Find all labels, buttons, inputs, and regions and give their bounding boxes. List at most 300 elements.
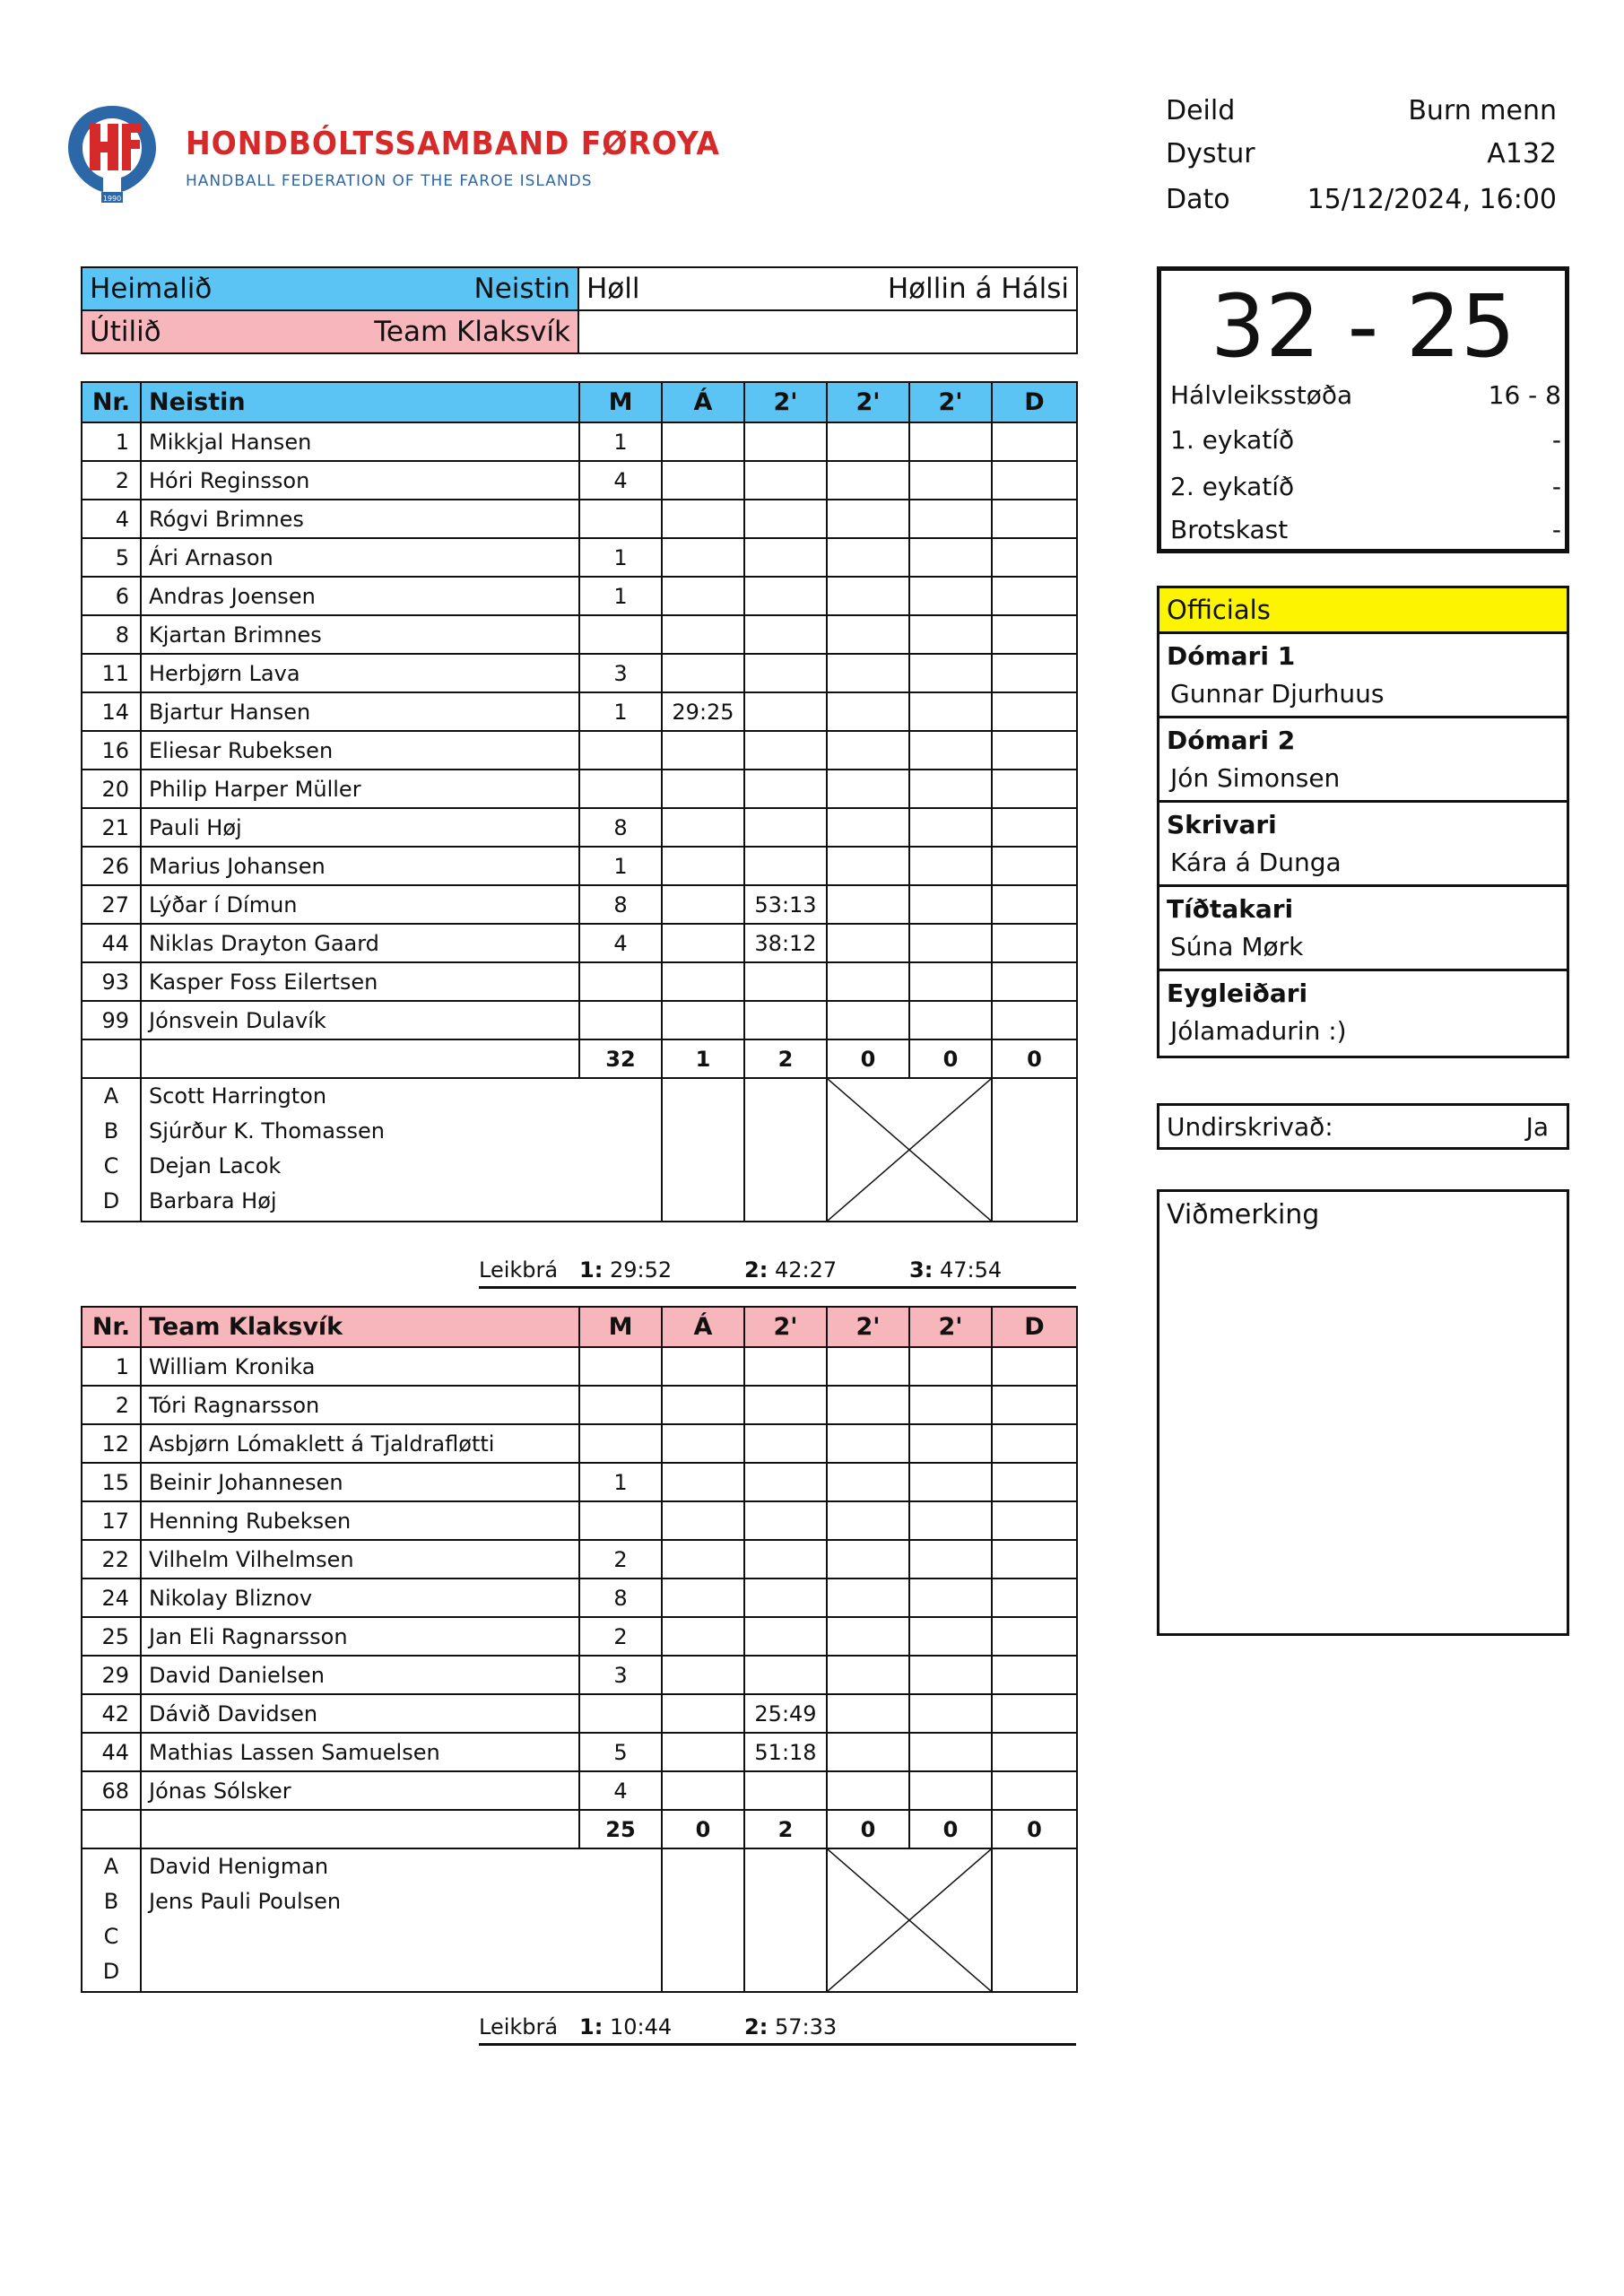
suspension-2 xyxy=(827,924,909,962)
table-row xyxy=(82,1386,1077,1424)
table-row xyxy=(82,885,1077,924)
warning xyxy=(662,577,744,615)
col-2min-1: 2' xyxy=(744,1307,827,1347)
signature-box xyxy=(1157,1103,1569,1150)
disqualification xyxy=(992,1617,1077,1656)
table-row xyxy=(82,422,1077,461)
deild-value: Burn menn xyxy=(1408,94,1557,126)
away-label: Útilið xyxy=(90,316,161,348)
goals xyxy=(579,962,662,1001)
player-number: 68 xyxy=(82,1771,141,1810)
official-person: Jólamadurin :) xyxy=(1170,1016,1347,1046)
official-letter: D xyxy=(102,1959,120,1984)
player-name: Tóri Ragnarsson xyxy=(141,1386,579,1424)
away-team-cell xyxy=(82,310,578,353)
player-number: 6 xyxy=(82,577,141,615)
suspension-2 xyxy=(827,1463,909,1501)
suspension-3 xyxy=(909,1386,992,1424)
col-a: Á xyxy=(662,1307,744,1347)
suspension-2 xyxy=(827,962,909,1001)
goals xyxy=(579,731,662,770)
col-2min-3: 2' xyxy=(909,382,992,422)
suspension-2 xyxy=(827,577,909,615)
warning xyxy=(662,1656,744,1694)
suspension-3 xyxy=(909,422,992,461)
official-letter: A xyxy=(103,1083,119,1109)
disqualification xyxy=(992,962,1077,1001)
official-name: Scott Harrington xyxy=(149,1083,327,1109)
suspension-1 xyxy=(744,1771,827,1810)
goals: 2 xyxy=(579,1617,662,1656)
suspension-2 xyxy=(827,1656,909,1694)
suspension-3 xyxy=(909,847,992,885)
away-officials-row xyxy=(82,1848,1077,1992)
table-row xyxy=(82,615,1077,654)
goals: 4 xyxy=(579,924,662,962)
suspension-2 xyxy=(827,538,909,577)
home-totals-row xyxy=(82,1039,1077,1078)
disqualification xyxy=(992,1540,1077,1578)
away-timeouts xyxy=(479,2005,1076,2046)
player-name: Hóri Reginsson xyxy=(141,461,579,500)
warning xyxy=(662,731,744,770)
warning xyxy=(662,1501,744,1540)
warning: 29:25 xyxy=(662,692,744,731)
official-entry xyxy=(1159,803,1567,887)
suspension-3 xyxy=(909,731,992,770)
disqualification xyxy=(992,808,1077,847)
player-name: Jónas Sólsker xyxy=(141,1771,579,1810)
player-name: Kasper Foss Eilertsen xyxy=(141,962,579,1001)
player-name: Jan Eli Ragnarsson xyxy=(141,1617,579,1656)
suspension-3 xyxy=(909,1694,992,1733)
suspension-2 xyxy=(827,1001,909,1039)
disqualification xyxy=(992,654,1077,692)
suspension-2 xyxy=(827,1540,909,1578)
table-row xyxy=(82,1694,1077,1733)
federation-subtitle: HANDBALL FEDERATION OF THE FAROE ISLANDS xyxy=(186,172,593,190)
empty-cell xyxy=(578,310,1077,353)
player-number: 1 xyxy=(82,422,141,461)
suspension-3 xyxy=(909,962,992,1001)
suspension-2 xyxy=(827,1771,909,1810)
player-name: Lýðar í Dímun xyxy=(141,885,579,924)
home-total-m: 32 xyxy=(579,1039,662,1078)
table-row xyxy=(82,1617,1077,1656)
player-number: 11 xyxy=(82,654,141,692)
suspension-1 xyxy=(744,538,827,577)
table-row xyxy=(82,461,1077,500)
official-person: Súna Mørk xyxy=(1170,932,1304,961)
warning xyxy=(662,538,744,577)
home-official-a xyxy=(662,1078,744,1222)
timeout-2-label: 2: xyxy=(744,1257,769,1283)
col-nr: Nr. xyxy=(82,1307,141,1347)
warning xyxy=(662,962,744,1001)
suspension-3 xyxy=(909,1501,992,1540)
table-row xyxy=(82,924,1077,962)
home-total-2min-3: 0 xyxy=(909,1039,992,1078)
suspension-2 xyxy=(827,1501,909,1540)
suspension-1 xyxy=(744,422,827,461)
warning xyxy=(662,1001,744,1039)
official-letter: C xyxy=(103,1924,119,1949)
home-name: Neistin xyxy=(473,273,570,305)
player-name: Dávið Davidsen xyxy=(141,1694,579,1733)
suspension-3 xyxy=(909,692,992,731)
home-officials-crossed-cell xyxy=(827,1078,992,1222)
cross-icon xyxy=(828,1849,991,1991)
timeout-2-label: 2: xyxy=(744,2014,769,2039)
suspension-1 xyxy=(744,1501,827,1540)
player-name: Ári Arnason xyxy=(141,538,579,577)
official-name: David Henigman xyxy=(149,1854,329,1879)
official-role: Dómari 2 xyxy=(1167,726,1296,755)
suspension-3 xyxy=(909,808,992,847)
home-label: Heimalið xyxy=(90,273,213,305)
final-score: 32 - 25 xyxy=(1211,276,1515,377)
timeout-label: Leikbrá xyxy=(479,2014,559,2039)
col-2min-1: 2' xyxy=(744,382,827,422)
col-2min-2: 2' xyxy=(827,382,909,422)
table-row xyxy=(82,500,1077,538)
away-official-a xyxy=(662,1848,744,1992)
suspension-1 xyxy=(744,1424,827,1463)
col-m: M xyxy=(579,382,662,422)
totals-empty-nr xyxy=(82,1810,141,1848)
home-player-table xyxy=(81,381,1078,1222)
goals xyxy=(579,500,662,538)
goals: 1 xyxy=(579,577,662,615)
score-row-extra-2 xyxy=(1170,472,1561,501)
away-official-2min xyxy=(744,1848,827,1992)
score-row-value: - xyxy=(1551,515,1561,544)
home-official-names xyxy=(141,1078,662,1222)
warning xyxy=(662,422,744,461)
suspension-3 xyxy=(909,1771,992,1810)
score-row-label: 1. eykatíð xyxy=(1170,425,1295,455)
home-team-cell xyxy=(82,267,578,310)
official-name: Sjúrður K. Thomassen xyxy=(149,1118,385,1144)
away-official-d xyxy=(992,1848,1077,1992)
suspension-2 xyxy=(827,1617,909,1656)
goals: 2 xyxy=(579,1540,662,1578)
goals xyxy=(579,1386,662,1424)
goals xyxy=(579,1347,662,1386)
goals: 3 xyxy=(579,1656,662,1694)
suspension-3 xyxy=(909,615,992,654)
federation-name: HONDBÓLTSSAMBAND FØROYA xyxy=(186,126,721,162)
col-2min-2: 2' xyxy=(827,1307,909,1347)
dystur-value: A132 xyxy=(1487,137,1557,170)
disqualification xyxy=(992,422,1077,461)
away-officials-crossed-cell xyxy=(827,1848,992,1992)
goals xyxy=(579,770,662,808)
player-number: 21 xyxy=(82,808,141,847)
away-totals-row xyxy=(82,1810,1077,1848)
player-number: 1 xyxy=(82,1347,141,1386)
home-timeouts xyxy=(479,1248,1076,1289)
timeout-1-value: 10:44 xyxy=(609,2014,673,2039)
player-name: Eliesar Rubeksen xyxy=(141,731,579,770)
table-row xyxy=(82,847,1077,885)
goals: 1 xyxy=(579,692,662,731)
suspension-1 xyxy=(744,692,827,731)
remarks-box xyxy=(1157,1189,1569,1636)
timeout-2-value: 57:33 xyxy=(774,2014,838,2039)
suspension-3 xyxy=(909,1656,992,1694)
suspension-2 xyxy=(827,1424,909,1463)
meta-dato xyxy=(1166,177,1557,222)
official-person: Jón Simonsen xyxy=(1170,763,1341,793)
table-row xyxy=(82,1001,1077,1039)
suspension-2 xyxy=(827,500,909,538)
goals: 8 xyxy=(579,1578,662,1617)
cross-icon xyxy=(828,1079,991,1221)
away-total-d: 0 xyxy=(992,1810,1077,1848)
away-player-table xyxy=(81,1306,1078,1993)
suspension-1 xyxy=(744,500,827,538)
player-name: Rógvi Brimnes xyxy=(141,500,579,538)
player-number: 26 xyxy=(82,847,141,885)
suspension-2 xyxy=(827,808,909,847)
table-row xyxy=(82,1656,1077,1694)
suspension-1 xyxy=(744,962,827,1001)
suspension-3 xyxy=(909,1463,992,1501)
warning xyxy=(662,1386,744,1424)
suspension-3 xyxy=(909,1540,992,1578)
goals: 1 xyxy=(579,538,662,577)
suspension-1 xyxy=(744,1463,827,1501)
remarks-label: Viðmerking xyxy=(1167,1199,1320,1231)
player-name: Kjartan Brimnes xyxy=(141,615,579,654)
player-number: 24 xyxy=(82,1578,141,1617)
official-letter: D xyxy=(102,1188,120,1213)
away-name: Team Klaksvík xyxy=(374,316,570,348)
warning xyxy=(662,654,744,692)
totals-empty-nr xyxy=(82,1039,141,1078)
table-row xyxy=(82,1347,1077,1386)
disqualification xyxy=(992,770,1077,808)
suspension-3 xyxy=(909,1424,992,1463)
disqualification xyxy=(992,1424,1077,1463)
player-name: Mathias Lassen Samuelsen xyxy=(141,1733,579,1771)
disqualification xyxy=(992,924,1077,962)
suspension-1: 53:13 xyxy=(744,885,827,924)
away-official-names xyxy=(141,1848,662,1992)
timeout-1-label: 1: xyxy=(579,2014,604,2039)
goals: 8 xyxy=(579,885,662,924)
table-row xyxy=(82,770,1077,808)
table-row xyxy=(82,538,1077,577)
teams-header xyxy=(81,266,1078,354)
score-row-label: Hálvleiksstøða xyxy=(1170,380,1353,410)
timeout-1-label: 1: xyxy=(579,1257,604,1283)
disqualification xyxy=(992,1578,1077,1617)
player-name: Herbjørn Lava xyxy=(141,654,579,692)
warning xyxy=(662,885,744,924)
disqualification xyxy=(992,615,1077,654)
table-row xyxy=(82,654,1077,692)
warning xyxy=(662,1771,744,1810)
goals xyxy=(579,615,662,654)
player-number: 29 xyxy=(82,1656,141,1694)
goals: 1 xyxy=(579,847,662,885)
logo-year: 1990 xyxy=(102,195,122,203)
col-d: D xyxy=(992,382,1077,422)
goals xyxy=(579,1424,662,1463)
player-number: 2 xyxy=(82,461,141,500)
disqualification xyxy=(992,538,1077,577)
goals: 4 xyxy=(579,1771,662,1810)
suspension-1 xyxy=(744,1347,827,1386)
venue-label: Høll xyxy=(586,273,640,305)
table-row xyxy=(82,1578,1077,1617)
warning xyxy=(662,615,744,654)
away-total-a: 0 xyxy=(662,1810,744,1848)
suspension-2 xyxy=(827,1733,909,1771)
disqualification xyxy=(992,577,1077,615)
player-name: Niklas Drayton Gaard xyxy=(141,924,579,962)
totals-empty-name xyxy=(141,1039,579,1078)
suspension-1 xyxy=(744,615,827,654)
player-name: Marius Johansen xyxy=(141,847,579,885)
player-name: Vilhelm Vilhelmsen xyxy=(141,1540,579,1578)
suspension-2 xyxy=(827,654,909,692)
disqualification xyxy=(992,1501,1077,1540)
totals-empty-name xyxy=(141,1810,579,1848)
suspension-1 xyxy=(744,808,827,847)
disqualification xyxy=(992,885,1077,924)
table-row xyxy=(82,577,1077,615)
venue-value: Høllin á Hálsi xyxy=(887,273,1069,305)
official-letter: A xyxy=(103,1854,119,1879)
official-person: Kára á Dunga xyxy=(1170,848,1342,877)
suspension-3 xyxy=(909,461,992,500)
suspension-1 xyxy=(744,770,827,808)
player-number: 44 xyxy=(82,1733,141,1771)
warning xyxy=(662,1578,744,1617)
goals: 4 xyxy=(579,461,662,500)
player-number: 20 xyxy=(82,770,141,808)
home-total-a: 1 xyxy=(662,1039,744,1078)
player-name: Bjartur Hansen xyxy=(141,692,579,731)
suspension-2 xyxy=(827,461,909,500)
suspension-3 xyxy=(909,885,992,924)
player-name: David Danielsen xyxy=(141,1656,579,1694)
suspension-1 xyxy=(744,1540,827,1578)
goals: 5 xyxy=(579,1733,662,1771)
disqualification xyxy=(992,1386,1077,1424)
away-total-2min-1: 2 xyxy=(744,1810,827,1848)
suspension-2 xyxy=(827,770,909,808)
official-role: Dómari 1 xyxy=(1167,641,1296,671)
disqualification xyxy=(992,847,1077,885)
official-person: Gunnar Djurhuus xyxy=(1170,679,1385,709)
disqualification xyxy=(992,1771,1077,1810)
away-total-2min-3: 0 xyxy=(909,1810,992,1848)
disqualification xyxy=(992,1656,1077,1694)
dystur-label: Dystur xyxy=(1166,137,1255,170)
player-number: 8 xyxy=(82,615,141,654)
timeout-3-value: 47:54 xyxy=(939,1257,1003,1283)
suspension-2 xyxy=(827,847,909,885)
disqualification xyxy=(992,1001,1077,1039)
player-name: Jónsvein Dulavík xyxy=(141,1001,579,1039)
meta-dystur xyxy=(1166,131,1557,176)
warning xyxy=(662,1694,744,1733)
suspension-3 xyxy=(909,1578,992,1617)
warning xyxy=(662,1347,744,1386)
deild-label: Deild xyxy=(1166,94,1236,126)
official-name: Dejan Lacok xyxy=(149,1153,282,1178)
official-entry xyxy=(1159,971,1567,1056)
official-entry xyxy=(1159,887,1567,971)
col-team: Team Klaksvík xyxy=(141,1307,579,1347)
meta-deild xyxy=(1166,88,1557,133)
col-d: D xyxy=(992,1307,1077,1347)
suspension-3 xyxy=(909,1733,992,1771)
score-row-extra-1 xyxy=(1170,425,1561,455)
dato-label: Dato xyxy=(1166,183,1230,215)
player-number: 5 xyxy=(82,538,141,577)
player-number: 93 xyxy=(82,962,141,1001)
suspension-2 xyxy=(827,1347,909,1386)
warning xyxy=(662,500,744,538)
suspension-1 xyxy=(744,1617,827,1656)
table-row xyxy=(82,1540,1077,1578)
disqualification xyxy=(992,1347,1077,1386)
player-name: Philip Harper Müller xyxy=(141,770,579,808)
officials-title: Officials xyxy=(1159,588,1567,634)
suspension-3 xyxy=(909,1347,992,1386)
table-row xyxy=(82,1733,1077,1771)
suspension-3 xyxy=(909,1617,992,1656)
official-role: Skrivari xyxy=(1167,810,1277,839)
timeout-3-label: 3: xyxy=(909,1257,934,1283)
suspension-1: 38:12 xyxy=(744,924,827,962)
suspension-1 xyxy=(744,461,827,500)
player-number: 2 xyxy=(82,1386,141,1424)
table-row xyxy=(82,808,1077,847)
score-row-value: - xyxy=(1551,425,1561,455)
suspension-1 xyxy=(744,1656,827,1694)
home-officials-row xyxy=(82,1078,1077,1222)
player-number: 27 xyxy=(82,885,141,924)
player-number: 12 xyxy=(82,1424,141,1463)
table-row xyxy=(82,1501,1077,1540)
warning xyxy=(662,1617,744,1656)
warning xyxy=(662,808,744,847)
score-row-value: 16 - 8 xyxy=(1488,380,1561,410)
disqualification xyxy=(992,731,1077,770)
table-row xyxy=(82,731,1077,770)
official-role: Eygleiðari xyxy=(1167,978,1308,1008)
suspension-3 xyxy=(909,538,992,577)
suspension-1 xyxy=(744,731,827,770)
venue-cell xyxy=(578,267,1077,310)
warning xyxy=(662,1733,744,1771)
suspension-2 xyxy=(827,731,909,770)
home-table-header xyxy=(82,382,1077,422)
col-a: Á xyxy=(662,382,744,422)
timeout-1-value: 29:52 xyxy=(609,1257,673,1283)
official-letter: B xyxy=(103,1118,119,1144)
goals: 3 xyxy=(579,654,662,692)
away-table-header xyxy=(82,1307,1077,1347)
warning xyxy=(662,847,744,885)
official-role: Tíðtakari xyxy=(1167,894,1294,924)
